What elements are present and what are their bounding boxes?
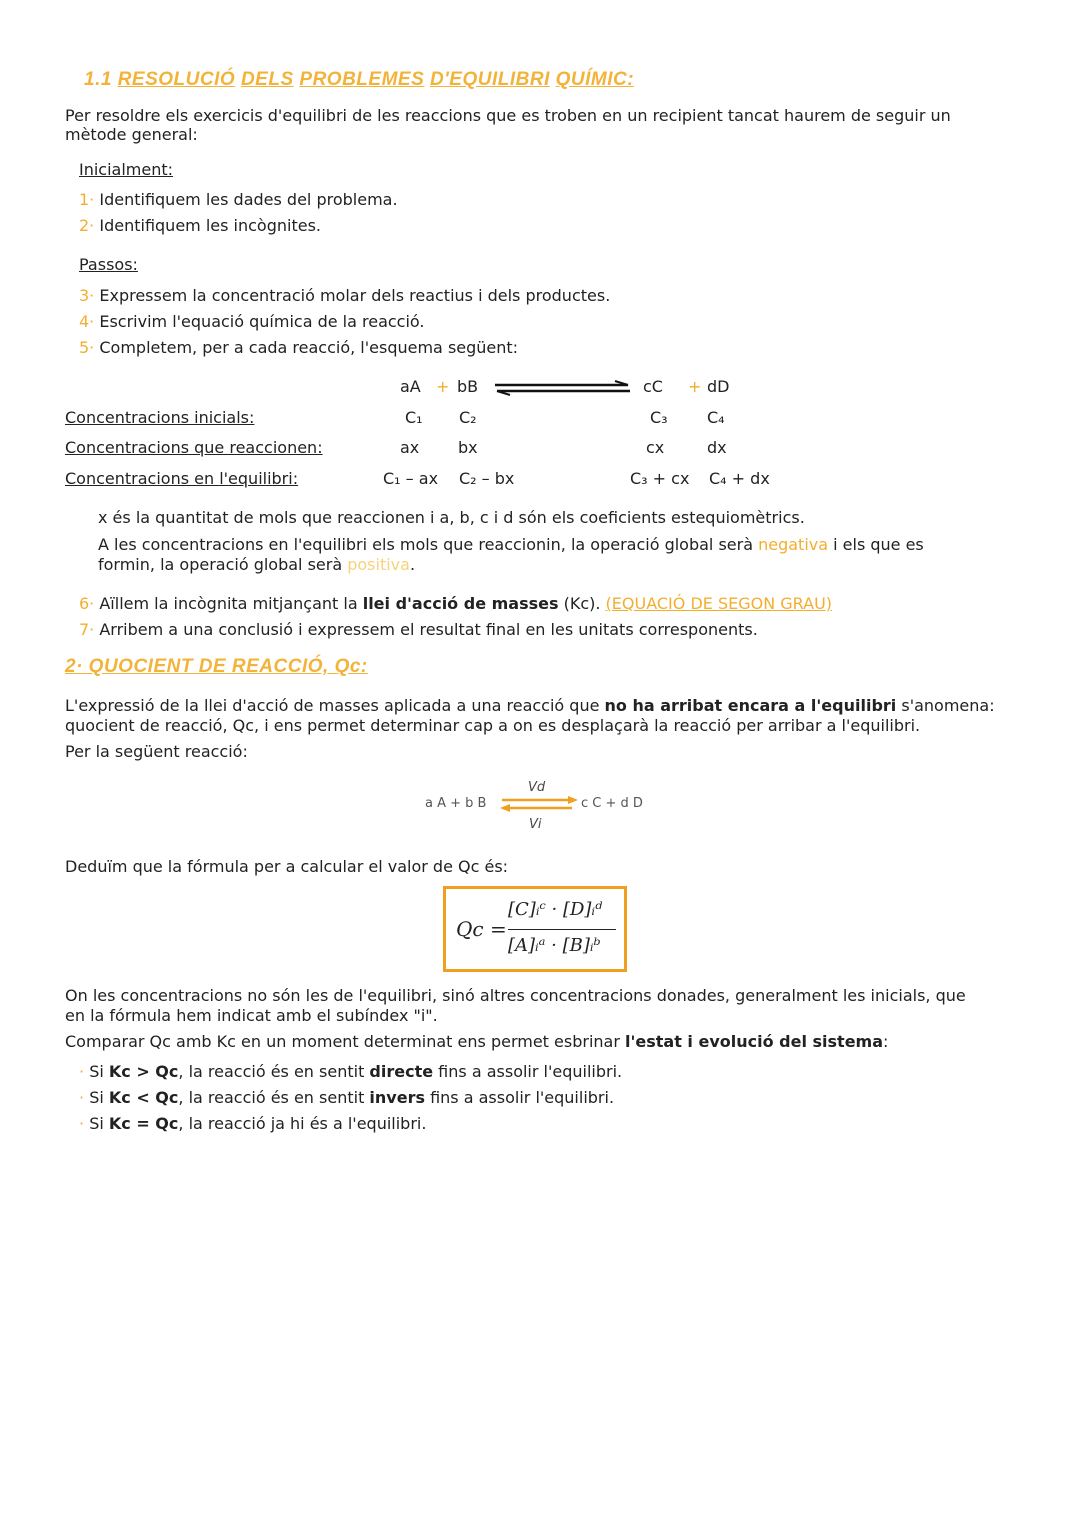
row-label: Concentracions en l'equilibri: xyxy=(65,469,299,488)
text-span: · xyxy=(79,1062,85,1081)
text-span: Qc = xyxy=(456,917,507,941)
text-span: invers xyxy=(369,1088,425,1107)
initial-item xyxy=(79,216,321,236)
text-span: C₁ – ax xyxy=(383,469,439,488)
text-span: C₂ – bx xyxy=(459,469,515,488)
text-span: 7· xyxy=(79,620,95,639)
row-label: Concentracions que reaccionen: xyxy=(65,438,323,457)
text-span: 2· xyxy=(79,216,95,235)
text-span: bB xyxy=(457,377,479,396)
initial-item xyxy=(79,190,398,210)
text-span: Identifiquem les incògnites. xyxy=(99,216,321,235)
text-span xyxy=(500,804,510,812)
text-span: 5· xyxy=(79,338,95,357)
bullet-item xyxy=(79,1114,426,1134)
text-span: 6· xyxy=(79,594,95,613)
text-span: no ha arribat encara a l'equilibri xyxy=(604,696,897,715)
bullet-item xyxy=(79,1062,622,1082)
text-span: Arribem a una conclusió i expressem el resultat final en les unitats corresponents. xyxy=(99,620,758,639)
text-span: dx xyxy=(707,438,727,457)
text-span: Completem, per a cada reacció, l'esquema següent: xyxy=(99,338,519,357)
equilibrium-arrows-icon xyxy=(500,795,578,813)
text-span: c C + d D xyxy=(581,796,643,811)
text-span: (EQUACIÓ DE SEGON GRAU) xyxy=(605,594,833,613)
text-span: 3· xyxy=(79,286,95,305)
text-span: Escrivim l'equació química de la reacció. xyxy=(99,312,425,331)
step-item xyxy=(79,286,610,306)
step-6 xyxy=(79,594,832,614)
section-2-title: 2· QUOCIENT DE REACCIÓ, Qc: xyxy=(65,656,368,677)
text-span: Aïllem la incògnita mitjançant la xyxy=(99,594,363,613)
text-span: l'estat i evolució del sistema xyxy=(625,1032,884,1051)
step-item xyxy=(79,312,425,332)
text-span: C₄ xyxy=(707,408,725,427)
text-span: PROBLEMES xyxy=(299,69,425,90)
text-span: negativa xyxy=(758,535,829,554)
text-span: C₃ xyxy=(650,408,668,427)
s2-para-6: en la fórmula hem indicat amb el subíndex "i". xyxy=(65,1006,438,1025)
text-span: Si xyxy=(89,1088,109,1107)
note-2 xyxy=(98,535,924,555)
step-item xyxy=(79,338,518,358)
text-span: C₁ xyxy=(405,408,423,427)
s2-para-1 xyxy=(65,696,995,716)
s2-para-4: Deduïm que la fórmula per a calcular el valor de Qc és: xyxy=(65,857,509,876)
text-span xyxy=(508,929,616,930)
text-span: directe xyxy=(369,1062,434,1081)
steps-label: Passos: xyxy=(79,255,138,274)
text-span: Si xyxy=(89,1114,109,1133)
text-span: , la reacció és en sentit xyxy=(178,1088,370,1107)
section-1-title xyxy=(84,70,634,90)
row-label: Concentracions inicials: xyxy=(65,408,255,427)
text-span: Kc < Qc xyxy=(108,1088,179,1107)
step-7 xyxy=(79,620,758,640)
equilibrium-arrow-icon xyxy=(495,380,630,396)
text-span: + xyxy=(688,377,702,396)
text-span: Identifiquem les dades del problema. xyxy=(99,190,398,209)
text-span: dD xyxy=(707,377,730,396)
text-span: C₂ xyxy=(459,408,477,427)
text-span: i els que es xyxy=(828,535,924,554)
text-span: Vd xyxy=(528,780,546,795)
text-span: [A]ᵢᵃ · [B]ᵢᵇ xyxy=(508,935,601,956)
text-span: A les concentracions en l'equilibri els mols que reaccionin, la operació global serà xyxy=(98,535,759,554)
text-span: Kc = Qc xyxy=(108,1114,179,1133)
note-3 xyxy=(98,555,415,575)
text-span: Si xyxy=(89,1062,109,1081)
text-span: fins a assolir l'equilibri. xyxy=(433,1062,623,1081)
text-span: , la reacció ja hi és a l'equilibri. xyxy=(178,1114,427,1133)
text-span: C₄ + dx xyxy=(709,469,770,488)
text-span: cC xyxy=(643,377,663,396)
text-span: · xyxy=(79,1114,85,1133)
text-span: llei d'acció de masses xyxy=(362,594,559,613)
text-span: DELS xyxy=(240,69,294,90)
text-span: cx xyxy=(646,438,665,457)
text-span: 4· xyxy=(79,312,95,331)
qc-formula-box xyxy=(443,886,627,972)
text-span: C₃ + cx xyxy=(630,469,690,488)
s2-para-3: Per la següent reacció: xyxy=(65,742,248,761)
text-span: 1· xyxy=(79,190,95,209)
text-span: 1.1 xyxy=(84,69,112,90)
text-span: ax xyxy=(400,438,420,457)
text-span: : xyxy=(883,1032,889,1051)
text-span: Vi xyxy=(529,817,542,832)
text-span: + xyxy=(436,377,450,396)
text-span: RESOLUCIÓ xyxy=(117,69,236,90)
text-span: D'EQUILIBRI xyxy=(430,69,550,90)
s2-para-2: quocient de reacció, Qc, i ens permet determinar cap a on es desplaçarà la reacció per arribar a l'equilibri. xyxy=(65,716,921,735)
text-span: bx xyxy=(458,438,478,457)
text-span: Kc > Qc xyxy=(108,1062,179,1081)
text-span: s'anomena: xyxy=(896,696,995,715)
text-span xyxy=(568,796,578,804)
text-span: formin, la operació global serà xyxy=(98,555,348,574)
s2-para-5: On les concentracions no són les de l'equilibri, sinó altres concentracions donades, generalment les inicials, que xyxy=(65,986,966,1005)
intro-line-2: mètode general: xyxy=(65,125,198,144)
text-span: (Kc). xyxy=(558,594,606,613)
text-span: Comparar Qc amb Kc en un moment determinat ens permet esbrinar xyxy=(65,1032,625,1051)
initial-label: Inicialment: xyxy=(79,160,174,179)
text-span: aA xyxy=(400,377,421,396)
text-span: QUÍMIC: xyxy=(555,69,635,90)
text-span: , la reacció és en sentit xyxy=(178,1062,370,1081)
note-1: x és la quantitat de mols que reaccionen i a, b, c i d són els coeficients estequiomètrics. xyxy=(98,508,805,527)
text-span: fins a assolir l'equilibri. xyxy=(425,1088,615,1107)
bullet-item xyxy=(79,1088,614,1108)
text-span: . xyxy=(409,555,416,574)
text-span: L'expressió de la llei d'acció de masses aplicada a una reacció que xyxy=(65,696,605,715)
text-span: a A + b B xyxy=(425,796,487,811)
text-span: [C]ᵢᶜ · [D]ᵢᵈ xyxy=(508,899,603,920)
text-span: Expressem la concentració molar dels reactius i dels productes. xyxy=(99,286,611,305)
text-span: · xyxy=(79,1088,85,1107)
text-span: positiva xyxy=(347,555,410,574)
intro-line-1: Per resoldre els exercicis d'equilibri de les reaccions que es troben en un recipient tancat haurem de seguir un xyxy=(65,106,951,125)
s2-para-7 xyxy=(65,1032,888,1052)
